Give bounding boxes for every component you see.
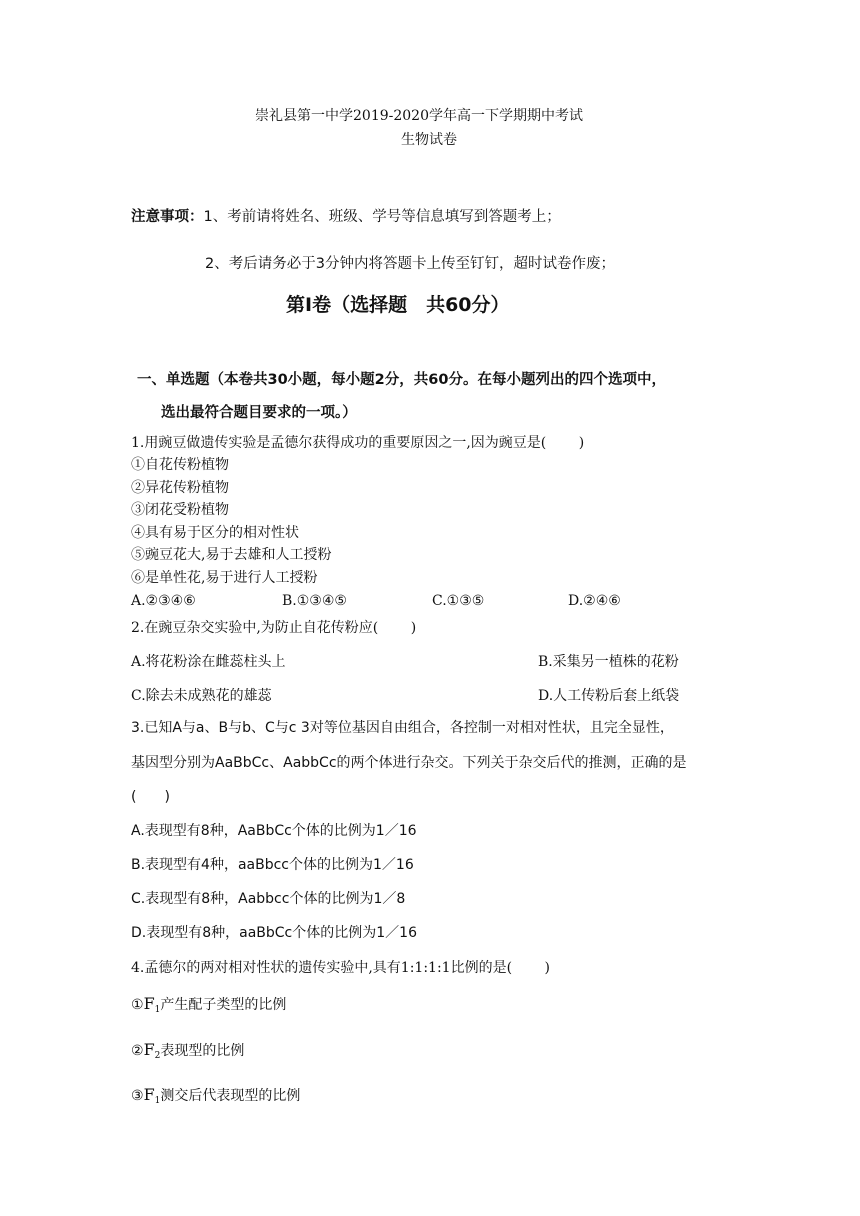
q4-item-subscript: 1 [154,1005,161,1015]
q4-item [131,1041,244,1065]
q4-item-number: ① [131,997,144,1013]
notice-item-1: 1、考前请将姓名、班级、学号等信息填写到答题考上； [203,209,561,225]
q3-stem-line-1: 3.已知A与a、B与b、C与c 3对等位基因自由组合，各控制一对相对性状，且完全显性， [131,720,674,736]
q3-option-c: C.表现型有8种，Aabbcc个体的比例为1／8 [131,891,406,907]
q4-item-subscript: 1 [154,1096,161,1106]
q1-stem: 1.用豌豆做遗传实验是孟德尔获得成功的重要原因之一,因为豌豆是( ) [131,435,585,451]
q3-option-b: B.表现型有4种，aaBbcc个体的比例为1／16 [131,857,414,873]
q3-stem-line-2: 基因型分别为AaBbCc、AabbCc的两个体进行杂交。下列关于杂交后代的推测，正确的是 [131,755,687,771]
q1-item: ②异花传粉植物 [131,480,229,496]
exam-subtitle: 生物试卷 [401,132,457,148]
q4-item-subscript: 2 [154,1051,161,1061]
q1-option-c: C.①③⑤ [432,593,485,609]
part-heading-line-2: 选出最符合题目要求的一项。） [161,405,357,421]
q1-item: ⑤豌豆花大,易于去雄和人工授粉 [131,547,332,563]
q1-item: ③闭花受粉植物 [131,502,229,518]
q4-item-number: ② [131,1043,144,1059]
section-title: 第Ⅰ卷（选择题 共60分） [286,294,510,316]
q1-item: ⑥是单性花,易于进行人工授粉 [131,570,318,586]
q4-item-generation: F [143,1085,155,1104]
q1-option-a: A.②③④⑥ [131,593,196,609]
notice-line-1 [131,208,561,226]
q1-item: ①自花传粉植物 [131,457,229,473]
q3-stem-line-3: ( ) [131,789,170,805]
q2-option-a: A.将花粉涂在雌蕊柱头上 [131,654,286,670]
q4-item-generation: F [143,994,155,1013]
q4-item [131,995,286,1019]
q2-option-d: D.人工传粉后套上纸袋 [538,688,680,704]
q1-option-d: D.②④⑥ [568,593,621,609]
q2-option-c: C.除去未成熟花的雄蕊 [131,688,272,704]
q3-option-d: D.表现型有8种，aaBbCc个体的比例为1／16 [131,925,417,941]
q2-option-b: B.采集另一植株的花粉 [538,654,679,670]
part-heading-line-1: 一、单选题（本卷共30小题，每小题2分，共60分。在每小题列出的四个选项中， [137,372,666,388]
q1-option-b: B.①③④⑤ [282,593,347,609]
exam-title: 崇礼县第一中学2019-2020学年高一下学期期中考试 [255,108,583,124]
q2-stem: 2.在豌豆杂交实验中,为防止自花传粉应( ) [131,620,417,636]
q1-item: ④具有易于区分的相对性状 [131,525,299,541]
notice-item-2: 2、考后请务必于3分钟内将答题卡上传至钉钉，超时试卷作废； [205,256,615,272]
q4-item-number: ③ [131,1088,144,1104]
q4-item-text: 表现型的比例 [160,1043,245,1059]
q3-option-a: A.表现型有8种，AaBbCc个体的比例为1／16 [131,823,417,839]
q4-item-text: 产生配子类型的比例 [160,997,287,1013]
notice-label: 注意事项： [131,209,204,225]
q4-item [131,1086,300,1110]
q4-stem: 4.孟德尔的两对相对性状的遗传实验中,具有1:1:1:1比例的是( ) [131,960,550,976]
q4-item-text: 测交后代表现型的比例 [160,1088,301,1104]
q4-item-generation: F [143,1040,155,1059]
